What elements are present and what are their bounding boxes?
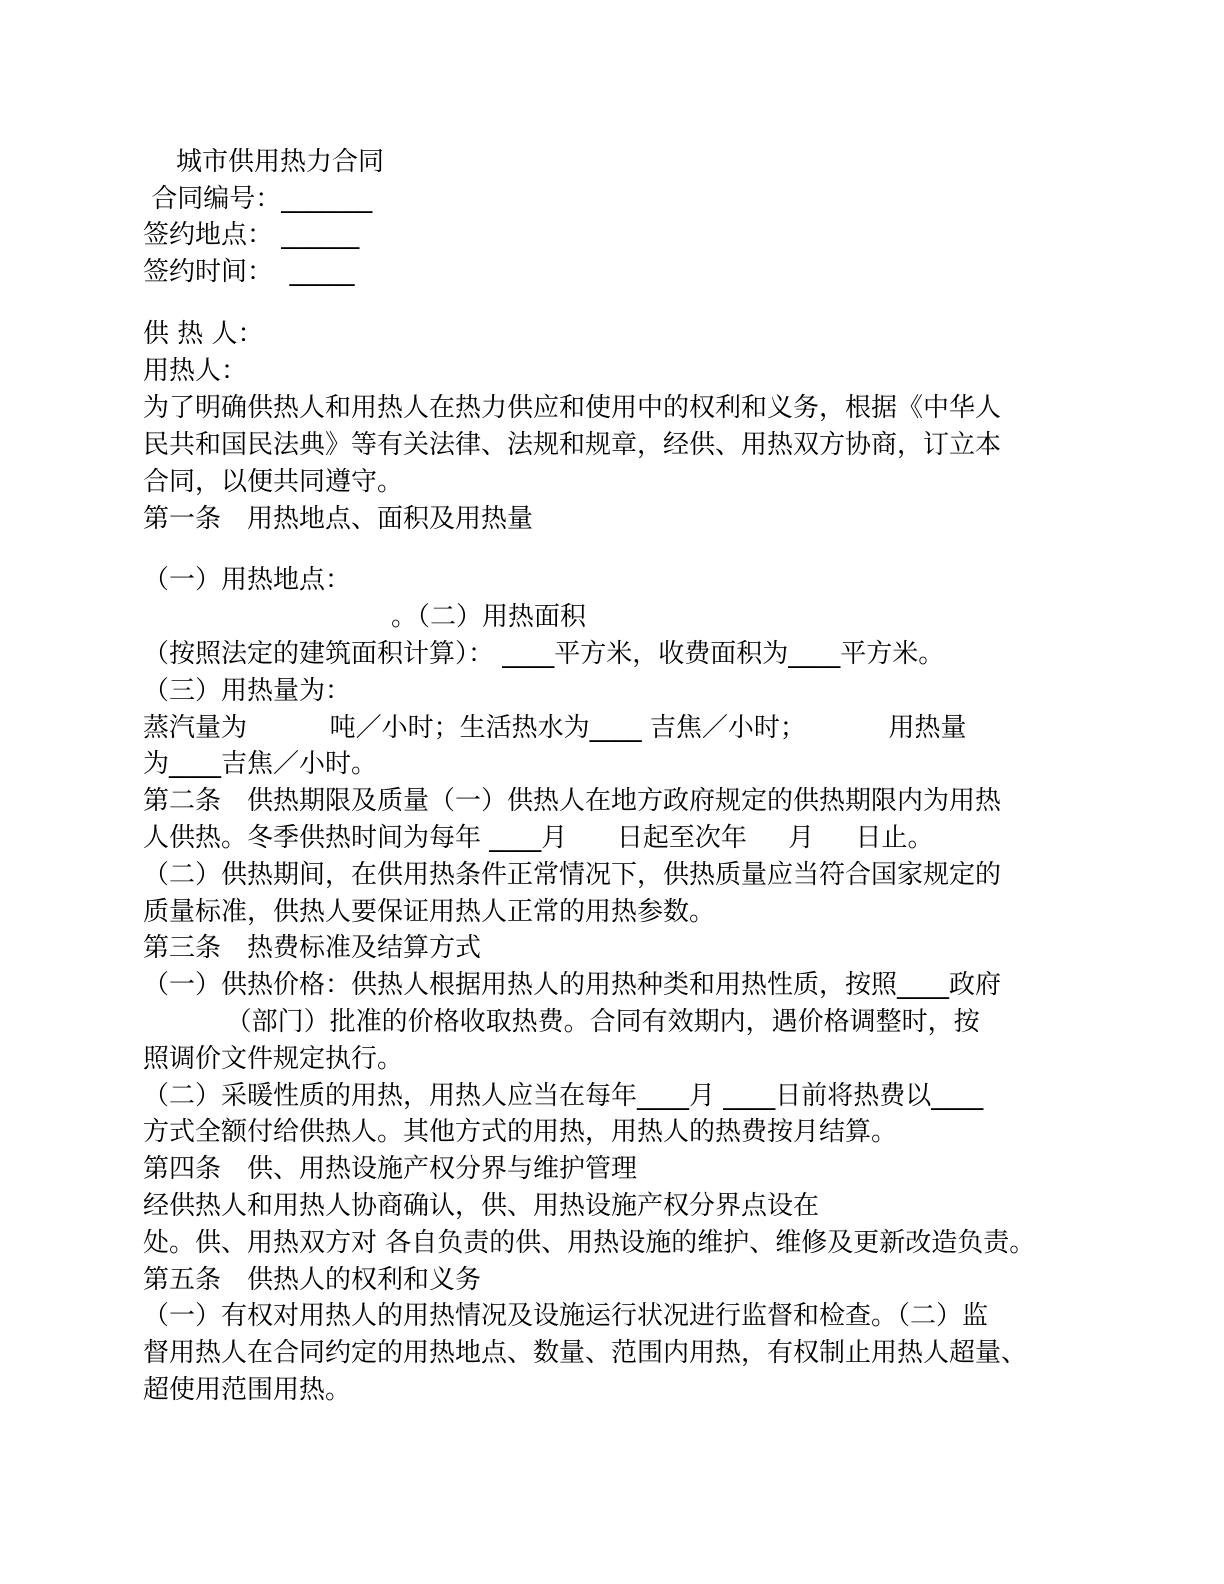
article-1-line: 。（二）用热面积: [143, 602, 586, 632]
article-4-line: 处。供、用热双方对 各自负责的供、用热设施的维护、维修及更新改造负责。: [143, 1228, 1036, 1258]
user-party-line: 用热人：: [143, 356, 248, 386]
article-1-line: 为____吉焦／小时。: [143, 749, 378, 779]
article-3-line: 方式全额付给供热人。其他方式的用热，用热人的热费按月结算。: [143, 1117, 898, 1147]
supplier-party-line: 供 热 人：: [143, 319, 264, 349]
sign-place-line: 签约地点： ______: [143, 220, 360, 250]
article-5-line: 督用热人在合同约定的用热地点、数量、范围内用热，有权制止用热人超量、: [143, 1338, 1028, 1368]
article-3-heading: 第三条 热费标准及结算方式: [143, 933, 482, 963]
contract-number-line: 合同编号：_______: [143, 184, 373, 214]
sign-time-line: 签约时间： _____: [143, 257, 355, 287]
article-3-line: （部门）批准的价格收取热费。合同有效期内，遇价格调整时，按: [143, 1007, 980, 1037]
preamble-line: 为了明确供热人和用热人在热力供应和使用中的权利和义务，根据《中华人: [143, 393, 1002, 423]
document-title: 城市供用热力合同: [143, 147, 385, 177]
article-5-line: （一）有权对用热人的用热情况及设施运行状况进行监督和检查。（二）监: [143, 1301, 989, 1331]
article-1-heading: 第一条 用热地点、面积及用热量: [143, 504, 534, 534]
article-4-heading: 第四条 供、用热设施产权分界与维护管理: [143, 1154, 638, 1184]
article-1-line: （三）用热量为：: [143, 676, 352, 706]
article-1-line: （按照法定的建筑面积计算）： ____平方米，收费面积为____平方米。: [143, 639, 945, 669]
article-1-line: 蒸汽量为 吨／小时；生活热水为____ 吉焦／小时； 用热量: [143, 713, 967, 743]
article-5-line: 超使用范围用热。: [143, 1375, 352, 1405]
article-1-line: （一）用热地点：: [143, 565, 352, 595]
preamble-line: 合同，以便共同遵守。: [143, 467, 404, 497]
article-5-heading: 第五条 供热人的权利和义务: [143, 1265, 482, 1295]
article-3-line: （二）采暖性质的用热，用热人应当在每年____月 ____日前将热费以____: [143, 1081, 984, 1111]
article-2-line: （二）供热期间，在供用热条件正常情况下，供热质量应当符合国家规定的: [143, 860, 1002, 890]
article-4-line: 经供热人和用热人协商确认，供、用热设施产权分界点设在: [143, 1191, 820, 1221]
article-3-line: （一）供热价格：供热人根据用热人的用热种类和用热性质，按照____政府: [143, 970, 1002, 1000]
article-2-line: 第二条 供热期限及质量（一）供热人在地方政府规定的供热期限内为用热: [143, 786, 1002, 816]
article-2-line: 质量标准，供热人要保证用热人正常的用热参数。: [143, 897, 716, 927]
preamble-line: 民共和国民法典》等有关法律、法规和规章，经供、用热双方协商，订立本: [143, 430, 1002, 460]
article-2-line: 人供热。冬季供热时间为每年 ____月 日起至次年 月 日止。: [143, 823, 934, 853]
article-3-line: 照调价文件规定执行。: [143, 1044, 404, 1074]
